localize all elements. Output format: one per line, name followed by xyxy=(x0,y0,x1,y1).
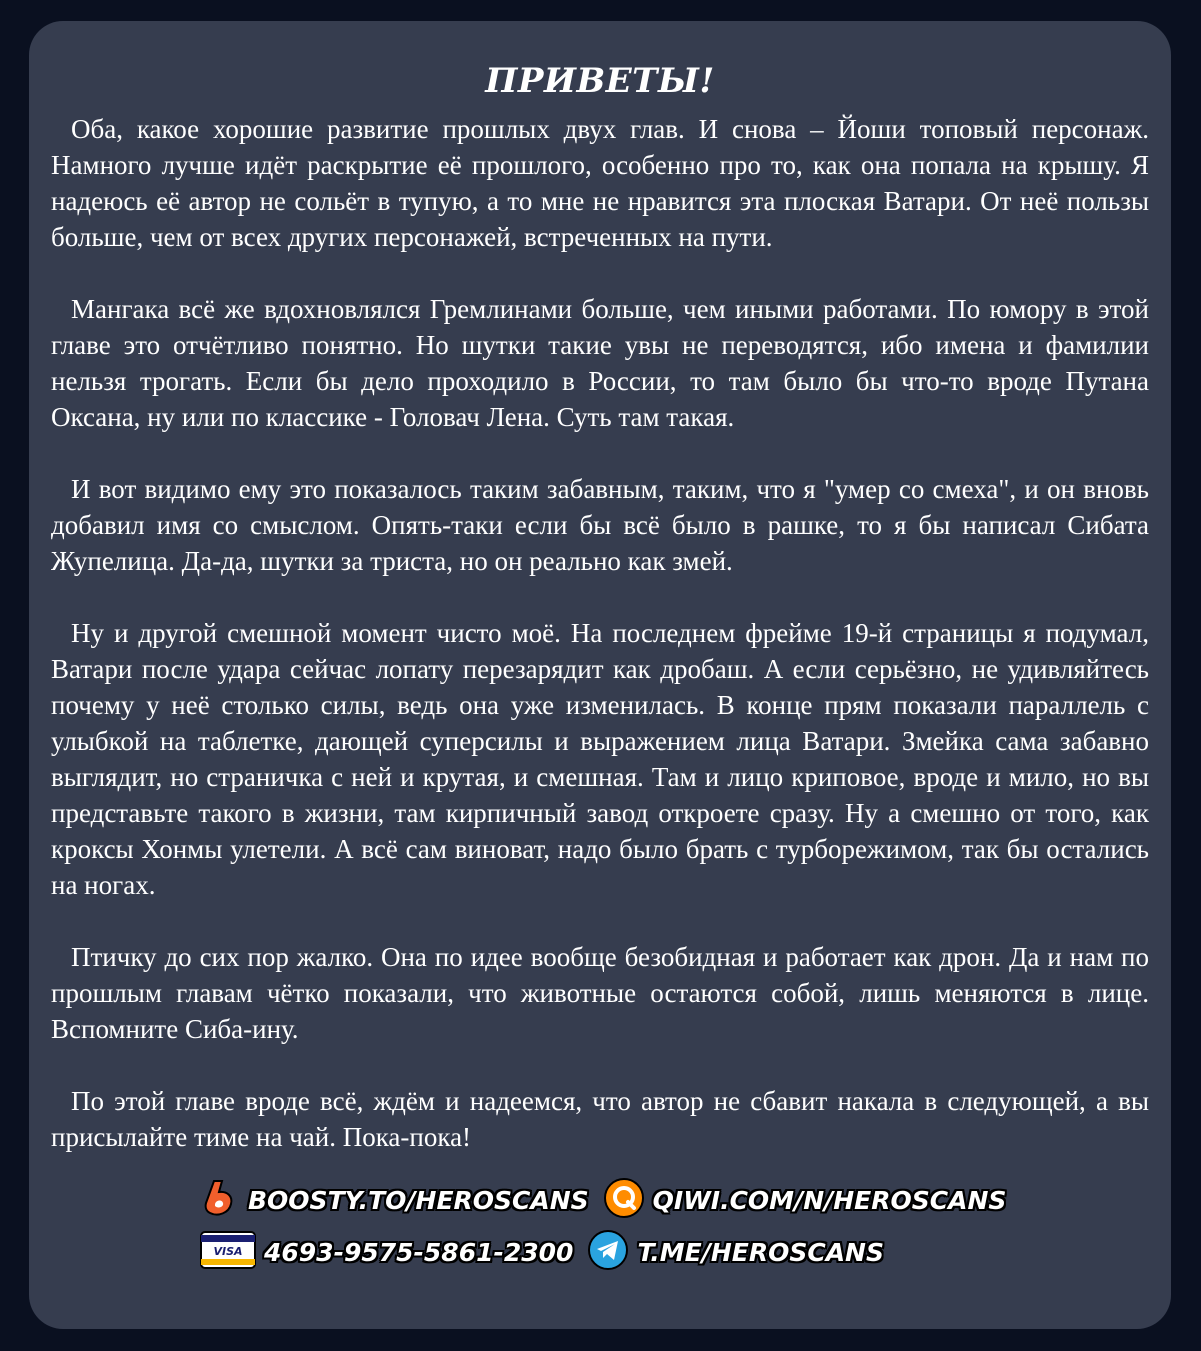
visa-card-icon xyxy=(200,1231,256,1274)
boosty-icon xyxy=(200,1178,240,1223)
paragraph: Птичку до сих пор жалко. Она по идее вообще безобидная и работает как дрон. Да и нам по прошлым главам чётко показали, что животные остаются собой, лишь меняются в лице. Вспомните Сиба-ину. xyxy=(51,942,1149,1044)
content-card xyxy=(29,21,1171,1329)
page-title: ПРИВЕТЫ! xyxy=(485,61,715,101)
telegram-link[interactable] xyxy=(587,1229,884,1276)
qiwi-icon xyxy=(603,1177,645,1224)
qiwi-link[interactable] xyxy=(603,1177,1007,1224)
paragraph: По этой главе вроде всё, ждём и надеемся, что автор не сбавит накала в следующей, а вы присылайте тиме на чай. Пока-пока! xyxy=(51,1086,1149,1152)
paragraph: И вот видимо ему это показалось таким забавным, таким, что я "умер со смеха", и он вновь добавил имя со смыслом. Опять-таки если бы всё было в рашке, то я бы написал Сибата Жупелица. Да-да, шутки за триста, но он реально как змей. xyxy=(51,474,1149,576)
qiwi-link-text: QIWI.COM/N/HEROSCANS xyxy=(652,1185,1007,1215)
telegram-icon xyxy=(587,1229,629,1276)
paragraph: Мангака всё же вдохновлялся Гремлинами больше, чем иными работами. По юмору в этой главе это отчётливо понятно. Но шутки такие увы не переводятся, ибо имена и фамилии нельзя трогать. Если бы дело проходило в России, то там было бы что-то вроде Путана Оксана, ну или по классике - Головач Лена. Суть там такая. xyxy=(51,294,1149,432)
paragraph: Ну и другой смешной момент чисто моё. На последнем фрейме 19-й страницы я подумал, Ватари после удара сейчас лопату перезарядит как дробаш. А если серьёзно, не удивляйтесь почему у неё столько силы, ведь она уже изменилась. В конце прям показали параллель с улыбкой на таблетке, дающей суперсилы и выражением лица Ватари. Змейка сама забавно выглядит, но страничка с ней и крутая, и смешная. Там и лицо криповое, вроде и мило, но вы представьте такого в жизни, там кирпичный завод откроете сразу. Ну а смешно от того, как кроксы Хонмы улетели. А всё сам виноват, надо было брать с турборежимом, так бы остались на ногах. xyxy=(51,618,1149,900)
card-number-text: 4693-9575-5861-2300 xyxy=(264,1237,574,1267)
support-links-row-1 xyxy=(200,1178,1007,1222)
card-number[interactable] xyxy=(200,1231,573,1274)
support-links xyxy=(200,1178,1007,1282)
telegram-link-text: T.ME/HEROSCANS xyxy=(637,1237,884,1267)
visa-badge: VISA xyxy=(213,1244,243,1258)
paragraph: Оба, какое хорошие развитие прошлых двух глав. И снова – Йоши топовый персонаж. Намного лучше идёт раскрытие её прошлого, особенно про то, как она попала на крышу. Я надеюсь её автор не сольёт в тупую, а то мне не нравится эта плоская Ватари. От неё пользы больше, чем от всех других персонажей, встреченных на пути. xyxy=(51,114,1149,252)
boosty-link[interactable] xyxy=(200,1178,589,1223)
support-links-row-2 xyxy=(200,1230,960,1274)
boosty-link-text: BOOSTY.TO/HEROSCANS xyxy=(248,1185,589,1215)
